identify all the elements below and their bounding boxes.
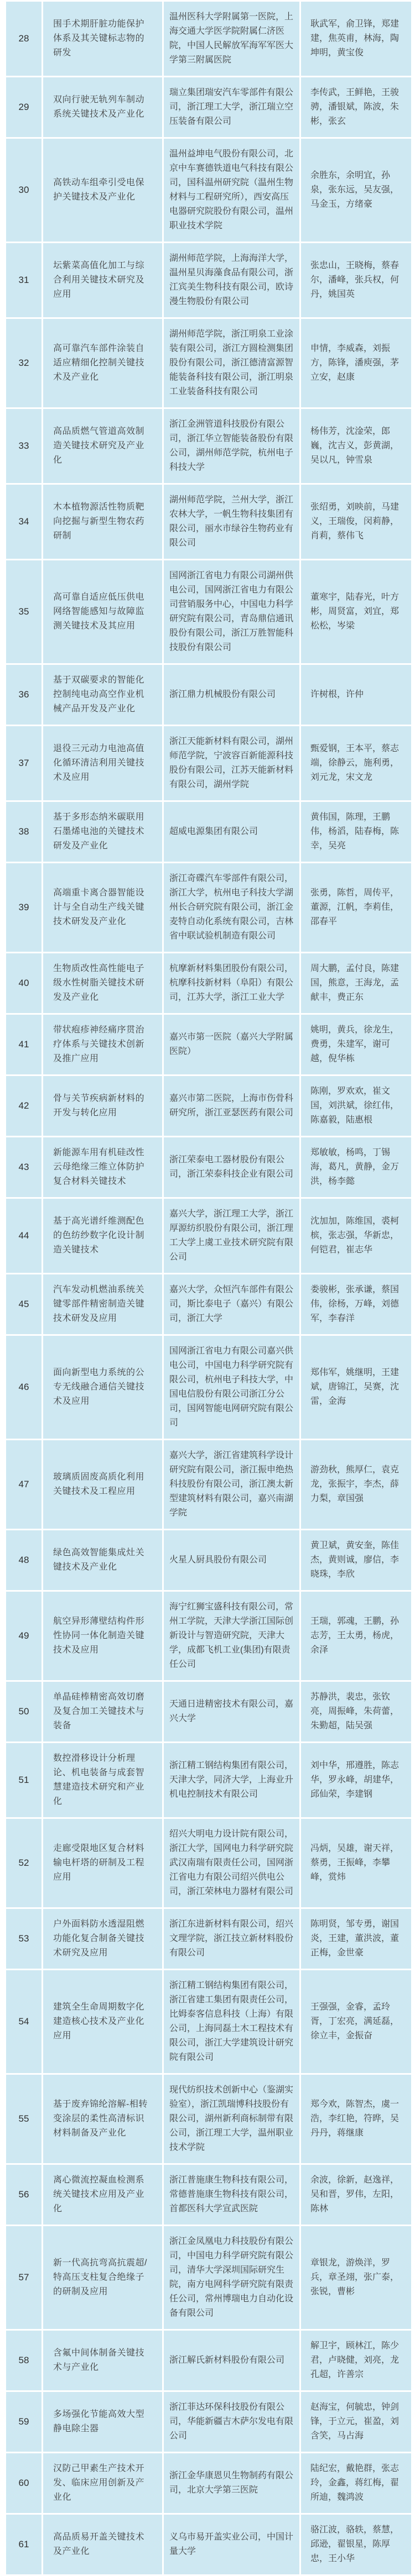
table-row (6, 2226, 412, 2330)
project-title-cell: 新能源车用有机硅改性云母绝缘三维立体防护复合材料关键技术 (43, 1137, 163, 1198)
organizations-cell: 嘉兴大学，浙江理工大学，浙江厚源纺织股份有限公司，浙江理工大学上虞工业技术研究院有限公司 (163, 1198, 300, 1274)
contributors-cell: 解卫宇，顾林江，陈少君，卢晓健，刘亮，龙孔超，许善宗 (300, 2330, 412, 2391)
project-title-cell: 数控滑移设计分析理论、机电装备与成套智慧建造技术研究和产业化 (43, 1743, 163, 1818)
contributors-cell: 陈刚，罗欢欢，崔文国，刘洪斌，徐红伟，陈嘉毅，陆惠根 (300, 1075, 412, 1137)
contributors-cell: 王强强，金睿，孟玲胥，丁宏亮，满延磊，徐立丰，金振奋 (300, 1970, 412, 2074)
organizations-cell: 温州医科大学附属第一医院，上海交通大学医学院附属仁济医院，中国人民解放军海军军医大学第三附属医院 (163, 1, 300, 77)
row-number-cell: 28 (6, 1, 43, 77)
project-title-cell: 汉防己甲素生产技术开发、临床应用创新及产业化 (43, 2453, 163, 2514)
organizations-cell: 天通日进精密技术有限公司，嘉兴大学 (163, 1681, 300, 1743)
project-title-cell: 带状疱疹神经痛序贯治疗体系与关键技术创新及推广应用 (43, 1014, 163, 1075)
row-number-cell: 31 (6, 243, 43, 318)
contributors-cell: 余胜东，余明宜，孙泉，张东远，吴友强，马金玉，方绪豪 (300, 138, 412, 243)
contributors-cell: 陈明贤，邹专勇，谢国炎，王建，董洪波，董正梅，金世豪 (300, 1908, 412, 1970)
table-row (6, 77, 412, 138)
table-row (6, 863, 412, 953)
contributors-cell: 郑敏敏，杨鸣，丁锡海，葛凡，黄静，金万洪，杨李懿 (300, 1137, 412, 1198)
table-row (6, 953, 412, 1014)
contributors-cell: 游劲秋，熊厚仁，袁克龙，张振宇，李杰，薛力梨，章国强 (300, 1440, 412, 1530)
project-title-cell: 高可靠自适应低压供电网络智能感知与故障监测关键技术及其应用 (43, 560, 163, 664)
row-number-cell: 33 (6, 408, 43, 484)
contributors-cell: 娄骏彬，张承谦，蔡国伟，徐杨，万峰，刘德军，李春洋 (300, 1274, 412, 1335)
row-number-cell: 49 (6, 1591, 43, 1681)
row-number-cell: 54 (6, 1970, 43, 2074)
row-number-cell: 36 (6, 664, 43, 726)
contributors-cell: 赵海宝，何毓忠，钟剑锋，于立元，崔盈，刘含笑，马占海 (300, 2391, 412, 2453)
row-number-cell: 30 (6, 138, 43, 243)
table-row (6, 1, 412, 77)
table-row (6, 2453, 412, 2514)
organizations-cell: 嘉兴市第一医院（嘉兴大学附属医院） (163, 1014, 300, 1075)
table-row (6, 1681, 412, 1743)
row-number-cell: 43 (6, 1137, 43, 1198)
project-title-cell: 走廊受限地区复合材料输电杆塔的研制及工程应用 (43, 1818, 163, 1908)
contributors-cell: 刘中华，邢遵胜，陈志华，罗永峰，胡建华，邱仙荣，李建钢 (300, 1743, 412, 1818)
row-number-cell: 53 (6, 1908, 43, 1970)
table-row (6, 408, 412, 484)
table-row (6, 1075, 412, 1137)
project-title-cell: 航空异形薄壁结构件形性协同一体化制造关键技术及应用 (43, 1591, 163, 1681)
organizations-cell: 浙江金华康恩贝生物制药有限公司，北京大学第三医院 (163, 2453, 300, 2514)
table-row (6, 1014, 412, 1075)
organizations-cell: 浙江荣泰电工器材股份有限公司，浙江荣泰科技企业有限公司 (163, 1137, 300, 1198)
contributors-cell: 张勇，陈哲，周传平，董源，江帆，李莉佳，邵春平 (300, 863, 412, 953)
contributors-cell: 沈加加，陈维国，裘柯槟，张志强，华新忠，何铠君，崔志华 (300, 1198, 412, 1274)
organizations-cell: 现代纺织技术创新中心（鉴湖实验室），浙江凯瑞博科技股份有限公司，湖州新利商标制带有限公司，浙江理工大学，温州职业技术学院 (163, 2074, 300, 2164)
row-number-cell: 52 (6, 1818, 43, 1908)
table-row (6, 1530, 412, 1591)
contributors-cell: 郑伟军，姚继明，王建斌，唐锦江，吴赛，沈雷，金海 (300, 1335, 412, 1440)
contributors-cell: 黄伟国，陈理，王鹏伟，杨滔，陆春梅，陈幸，吴亮 (300, 801, 412, 863)
table-row (6, 2164, 412, 2226)
table-row (6, 1440, 412, 1530)
project-title-cell: 建筑全生命周期数字化建造核心技术及产业化应用 (43, 1970, 163, 2074)
organizations-cell: 国网浙江省电力有限公司嘉兴供电公司，中国电力科学研究院有限公司，杭州电子科技大学，中国电信股份有限公司浙江分公司，国网智能电网研究院有限公司 (163, 1335, 300, 1440)
contributors-cell: 陆纪宏，戴艳群，张志玲，金鑫，蒋红梅，翟所迪，魏鸿波 (300, 2453, 412, 2514)
organizations-cell: 火星人厨具股份有限公司 (163, 1530, 300, 1591)
organizations-cell: 浙江普施康生物科技有限公司，常德普施康生物科技有限公司，首都医科大学宣武医院 (163, 2164, 300, 2226)
project-title-cell: 户外面料防水透湿阻燃功能化复合制备关键技术研究及应用 (43, 1908, 163, 1970)
organizations-cell: 浙江奇碟汽车零部件有限公司，浙江大学，杭州电子科技大学湖州长合研究院有限公司，浙江金麦特自动化系统有限公司，吉林省中联试验机制造有限公司 (163, 863, 300, 953)
row-number-cell: 39 (6, 863, 43, 953)
organizations-cell: 嘉兴大学，众恒汽车部件有限公司，斯比泰电子（嘉兴）有限公司，浙江大学 (163, 1274, 300, 1335)
table-row (6, 2330, 412, 2391)
project-title-cell: 汽车发动机燃油系统关键零部件精密制造关键技术研发及应用 (43, 1274, 163, 1335)
organizations-cell: 海宁红狮宝盛科技有限公司，常州工学院，天津大学浙江国际创新设计与智造研究院，天津大学，成都飞机工业(集团)有限责任公司 (163, 1591, 300, 1681)
contributors-cell: 骆江波，骆轶，蔡慧，邱逊，翟银星，陈厚忠，王小华 (300, 2514, 412, 2575)
organizations-cell: 瑞立集团瑞安汽车零部件有限公司，浙江理工大学，浙江瑞立空压装备有限公司 (163, 77, 300, 138)
project-title-cell: 退役三元动力电池高值化循环清洁利用关键技术及应用 (43, 726, 163, 801)
table-row (6, 1908, 412, 1970)
organizations-cell: 绍兴大明电力设计院有限公司，浙江大学，国网电力科学研究院武汉南瑞有限责任公司，国网浙江省电力有限公司绍兴供电公司，浙江荣林电力器材有限公司 (163, 1818, 300, 1908)
organizations-cell: 浙江精工钢结构集团有限公司，天津大学，同济大学，上海业升机电控制技术有限公司 (163, 1743, 300, 1818)
project-title-cell: 高铁动车组牵引受电保护关键技术及产业化 (43, 138, 163, 243)
contributors-cell: 耿武军，俞卫锋，郑建建，焦英甫，林海，陶坤明，黄宝俊 (300, 1, 412, 77)
project-title-cell: 新一代高抗弯高抗震超/特高压支柱复合绝缘子的研制及应用 (43, 2226, 163, 2330)
row-number-cell: 55 (6, 2074, 43, 2164)
contributors-cell: 余波，徐新，赵逸祥，吴和晋，罗伟，左阳，陈林 (300, 2164, 412, 2226)
row-number-cell: 51 (6, 1743, 43, 1818)
row-number-cell: 29 (6, 77, 43, 138)
project-title-cell: 高端重卡离合器智能设计与全自动生产线关键技术研发及产业化 (43, 863, 163, 953)
contributors-cell: 周大鹏，孟付良，陈建国，熊意，王海龙，孟献丰，费正东 (300, 953, 412, 1014)
table-row (6, 243, 412, 318)
row-number-cell: 37 (6, 726, 43, 801)
organizations-cell: 浙江精工钢结构集团有限公司，浙江省建工集团有限责任公司，比姆泰客信息科技（上海）有限公司，上海同磊土木工程技术有限公司，浙江大学建筑设计研究院有限公司 (163, 1970, 300, 2074)
row-number-cell: 42 (6, 1075, 43, 1137)
contributors-cell: 郑今欢，陈智杰，虞一浩，李红艳，符晔，吴丹丹，蒋继康 (300, 2074, 412, 2164)
table-row (6, 801, 412, 863)
table-row (6, 1335, 412, 1440)
contributors-cell: 姚明，黄兵，徐龙生，费勇，朱建军，谢可越，倪华栋 (300, 1014, 412, 1075)
project-title-cell: 围手术期肝脏功能保护体系及其关键标志物的研发 (43, 1, 163, 77)
row-number-cell: 57 (6, 2226, 43, 2330)
organizations-cell: 浙江天能新材料有限公司，湖州师范学院，宁波容百新能源科技股份有限公司，江苏天能新材料有限公司，湖州学院 (163, 726, 300, 801)
project-title-cell: 高可靠汽车部件涂装自适应精细化控制关键技术及产业化 (43, 318, 163, 408)
row-number-cell: 56 (6, 2164, 43, 2226)
contributors-cell: 甄爱钢，王本平，蔡志端，徐静云，施利勇，刘元龙，宋文龙 (300, 726, 412, 801)
project-title-cell: 基于多形态纳米碳联用石墨烯电池的关键技术研发及产业化 (43, 801, 163, 863)
row-number-cell: 45 (6, 1274, 43, 1335)
project-title-cell: 离心微流控凝血检测系统关键技术应用及产业化 (43, 2164, 163, 2226)
row-number-cell: 46 (6, 1335, 43, 1440)
organizations-cell: 浙江菲达环保科技股份有限公司，华能新疆吉木萨尔发电有限公司 (163, 2391, 300, 2453)
project-title-cell: 木本植物源活性物质靶向挖掘与新型生物农药研制 (43, 484, 163, 560)
project-title-cell: 含氟中间体制备关键技术与产业化 (43, 2330, 163, 2391)
contributors-cell: 许树根，许仲 (300, 664, 412, 726)
contributors-cell: 苏静洪，裴忠，张钦亮，周振峰，朱荷蕾，朱勤超，陆吴强 (300, 1681, 412, 1743)
contributors-cell: 张绍勇，刘映前，马建义，王瑞俊，闵莉静，肖莉，蔡伟飞 (300, 484, 412, 560)
contributors-cell: 李传武，王鲜艳，王骏骋，潘银斌，陈波，朱彬，张玄 (300, 77, 412, 138)
row-number-cell: 60 (6, 2453, 43, 2514)
row-number-cell: 61 (6, 2514, 43, 2575)
organizations-cell: 湖州师范学院，浙江明泉工业涂装有限公司，浙江方圆检测集团股份有限公司，浙江德清富源智能装备科技有限公司，浙江明泉工业装备科技有限公司 (163, 318, 300, 408)
row-number-cell: 40 (6, 953, 43, 1014)
row-number-cell: 44 (6, 1198, 43, 1274)
project-title-cell: 多场强化节能高效大型静电除尘器 (43, 2391, 163, 2453)
organizations-cell: 嘉兴市第二医院，上海市伤骨科研究所，浙江亚瑟医药有限公司 (163, 1075, 300, 1137)
organizations-cell: 义乌市易开盖实业公司，中国计量大学 (163, 2514, 300, 2575)
contributors-cell: 冯炳，吴雄，谢天祥，蔡勇，王振峰，李攀峰，赏炜 (300, 1818, 412, 1908)
project-title-cell: 生物质改性高性能电子级水性树脂关键技术研发及产业化 (43, 953, 163, 1014)
row-number-cell: 47 (6, 1440, 43, 1530)
table-row (6, 2074, 412, 2164)
row-number-cell: 58 (6, 2330, 43, 2391)
table-row (6, 1591, 412, 1681)
organizations-cell: 浙江解氏新材料股份有限公司 (163, 2330, 300, 2391)
table-row (6, 1818, 412, 1908)
project-title-cell: 基于高光谱纤维测配色的色纺纱数字化设计制造关键技术 (43, 1198, 163, 1274)
projects-table-body (6, 1, 412, 2575)
projects-table (4, 0, 413, 2576)
contributors-cell: 王瑞，郭魂，王鹏，孙志芳，王太勇，杨虎，余泽 (300, 1591, 412, 1681)
table-row (6, 484, 412, 560)
row-number-cell: 38 (6, 801, 43, 863)
table-row (6, 664, 412, 726)
table-row (6, 318, 412, 408)
project-title-cell: 双向行驶无轨列车制动系统关键技术及产业化 (43, 77, 163, 138)
organizations-cell: 国网浙江省电力有限公司湖州供电公司，国网浙江省电力有限公司营销服务中心，中国电力科学研究院有限公司，青岛鼎信通讯股份有限公司，浙江万胜智能科技股份有限公司 (163, 560, 300, 664)
project-title-cell: 骨与关节疾病新材料的开发与转化应用 (43, 1075, 163, 1137)
organizations-cell: 湖州师范学院，上海海洋大学，温州星贝海藻食品有限公司，浙江宾美生物科技有限公司，欧诗漫生物股份有限公司 (163, 243, 300, 318)
organizations-cell: 浙江金洲管道科技股份有限公司，浙江华立智能装备股份有限公司，湖州师范学院，杭州电子科技大学 (163, 408, 300, 484)
table-row (6, 1137, 412, 1198)
contributors-cell: 张忠山，王晓梅，蔡春尔，潘峰，张兵权，何丹，姚国英 (300, 243, 412, 318)
organizations-cell: 浙江东进新材料有限公司，绍兴文理学院，浙江技立新材料股份有限公司 (163, 1908, 300, 1970)
contributors-cell: 杨伟芳，沈淦荣，郎巍，沈吉义，彭黄湖，吴以凡，钟雪泉 (300, 408, 412, 484)
project-title-cell: 高品质易开盖关键技术及产业化 (43, 2514, 163, 2575)
project-title-cell: 玻璃质固废高质化利用关键技术及工程应用 (43, 1440, 163, 1530)
table-row (6, 1970, 412, 2074)
organizations-cell: 杭摩新材料集团股份有限公司，杭摩科技新材料（阜阳）有限公司，江苏大学，浙江工业大学 (163, 953, 300, 1014)
contributors-cell: 董寒宇，陆春光，叶方彬，周贤富，刘宜，郑松松，岑梁 (300, 560, 412, 664)
project-title-cell: 绿色高效智能集成灶关键技术及产业化 (43, 1530, 163, 1591)
project-title-cell: 高品质燃气管道高效制造关键技术研究及产业化 (43, 408, 163, 484)
project-title-cell: 单晶硅棒精密高效切磨及复合加工关键技术与装备 (43, 1681, 163, 1743)
organizations-cell: 浙江金凤凰电力科技股份有限公司，中国电力科学研究院有限公司，清华大学深圳国际研究生院，南方电网科学研究院有限责任公司，常州博瑞电力自动化设备有限公司 (163, 2226, 300, 2330)
table-row (6, 1274, 412, 1335)
table-row (6, 560, 412, 664)
row-number-cell: 59 (6, 2391, 43, 2453)
organizations-cell: 湖州师范学院，兰州大学，浙江农林大学，一帆生物科技集团有限公司，丽水市绿谷生物药业有限公司 (163, 484, 300, 560)
row-number-cell: 34 (6, 484, 43, 560)
row-number-cell: 48 (6, 1530, 43, 1591)
table-row (6, 726, 412, 801)
table-row (6, 1743, 412, 1818)
contributors-cell: 黄卫斌，黄安奎，陈佳杰，黄则诚，廖信，李晓珠，李欣 (300, 1530, 412, 1591)
project-title-cell: 坛紫菜高值化加工与综合利用关键技术研究及应用 (43, 243, 163, 318)
organizations-cell: 浙江鼎力机械股份有限公司 (163, 664, 300, 726)
organizations-cell: 超威电源集团有限公司 (163, 801, 300, 863)
row-number-cell: 35 (6, 560, 43, 664)
table-row (6, 2514, 412, 2575)
row-number-cell: 50 (6, 1681, 43, 1743)
row-number-cell: 41 (6, 1014, 43, 1075)
table-row (6, 2391, 412, 2453)
table-row (6, 138, 412, 243)
contributors-cell: 章银龙，游焕洋，罗兵，章圣翊，张广泰，张锐，曹彬 (300, 2226, 412, 2330)
project-title-cell: 面向新型电力系统的公专无线融合通信关键技术及应用 (43, 1335, 163, 1440)
organizations-cell: 温州益坤电气股份有限公司，北京中车赛德铁道电气科技有限公司，国科温州研究院（温州生物材料与工程研究所），西安高压电器研究院股份有限公司，温州职业技术学院 (163, 138, 300, 243)
row-number-cell: 32 (6, 318, 43, 408)
table-row (6, 1198, 412, 1274)
contributors-cell: 申情，李威森，刘振方，陈锋，潘庾强，茅立安，赵康 (300, 318, 412, 408)
project-title-cell: 基于双碳要求的智能化控制纯电动高空作业机械产品开发及产业化 (43, 664, 163, 726)
organizations-cell: 嘉兴大学，浙江省建筑科学设计研究院有限公司，浙江振申绝热科技股份有限公司，浙江澳太新型建筑材料有限公司，嘉兴南湖学院 (163, 1440, 300, 1530)
project-title-cell: 基于废弃锦纶溶解-相转变涂层的柔性高清标识材料制备及产业化 (43, 2074, 163, 2164)
